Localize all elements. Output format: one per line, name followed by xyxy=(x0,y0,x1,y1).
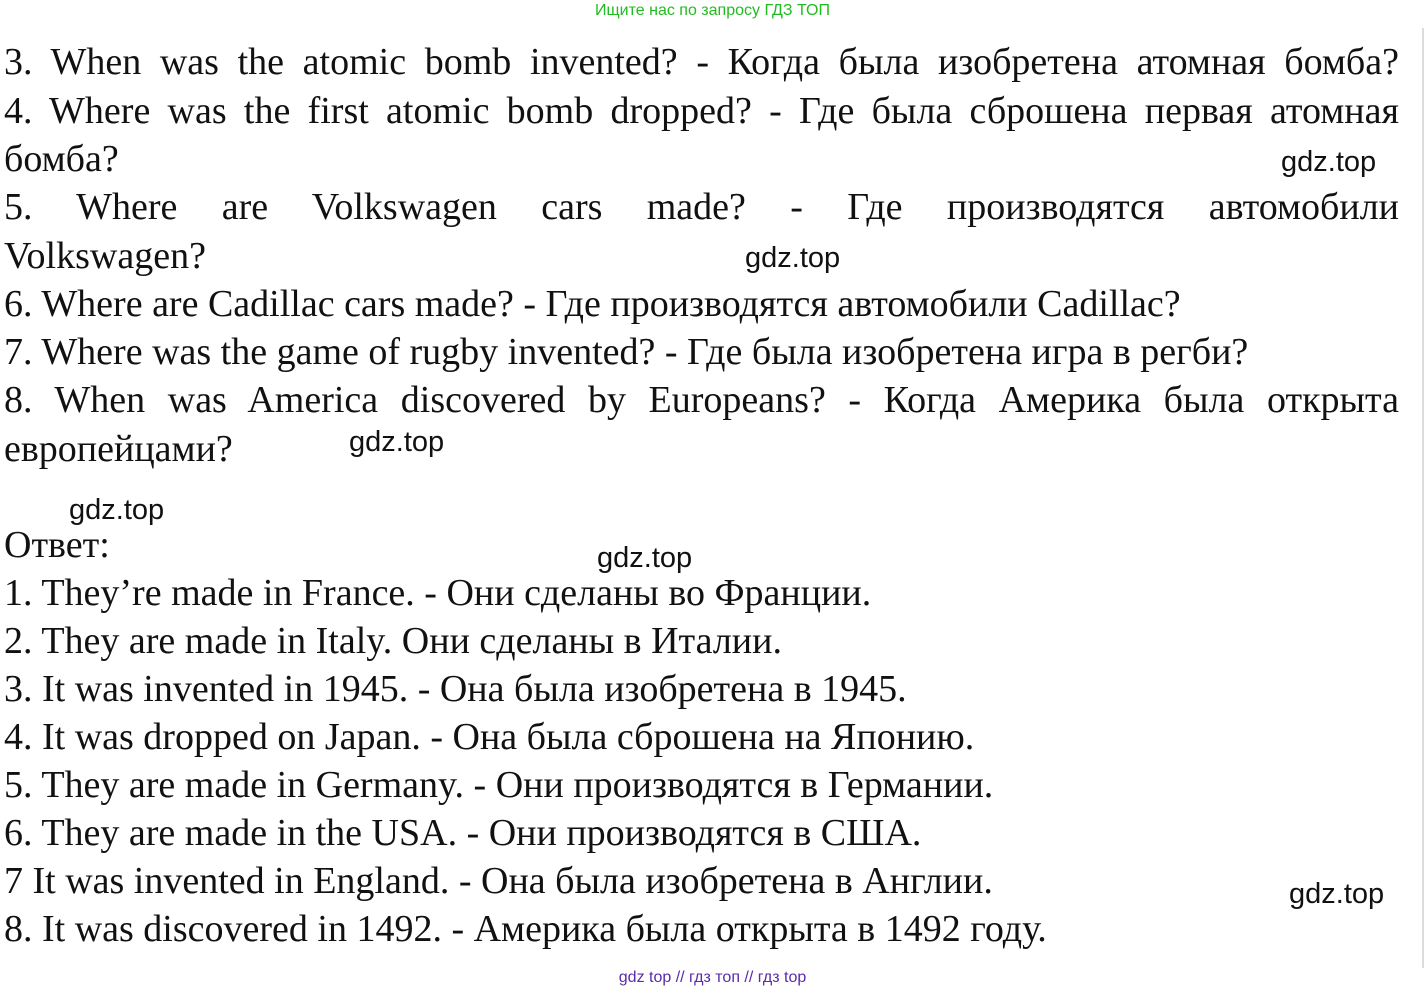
question-5-line-2: Volkswagen? xyxy=(4,235,206,277)
right-edge-divider xyxy=(1422,28,1424,968)
question-8-line-1: 8. When was America discovered by Europeans? - Когда Америка была открыта xyxy=(4,379,1399,421)
answer-8: 8. It was discovered in 1492. - Америка была открыта в 1492 году. xyxy=(4,908,1047,950)
answer-1: 1. They’re made in France. - Они сделаны во Франции. xyxy=(4,572,872,614)
watermark: gdz.top xyxy=(349,426,445,458)
answer-heading: Ответ: xyxy=(4,524,110,566)
question-8-line-2: европейцами? xyxy=(4,428,233,470)
answer-3: 3. It was invented in 1945. - Она была изобретена в 1945. xyxy=(4,668,907,710)
question-5-line-1: 5. Where are Volkswagen cars made? - Где производятся автомобили xyxy=(4,186,1399,228)
question-4-line-1: 4. Where was the first atomic bomb dropped? - Где была сброшена первая атомная xyxy=(4,90,1399,132)
question-3: 3. When was the atomic bomb invented? - Когда была изобретена атомная бомба? xyxy=(4,41,1399,83)
watermark: gdz.top xyxy=(597,542,693,574)
watermark: gdz.top xyxy=(69,494,165,526)
answer-6: 6. They are made in the USA. - Они производятся в США. xyxy=(4,812,922,854)
question-7: 7. Where was the game of rugby invented? - Где была изобретена игра в регби? xyxy=(4,331,1249,373)
question-4-line-2: бомба? xyxy=(4,138,119,180)
watermark: gdz.top xyxy=(1281,146,1377,178)
watermark: gdz.top xyxy=(1289,878,1385,910)
answer-5: 5. They are made in Germany. - Они производятся в Германии. xyxy=(4,764,994,806)
question-6: 6. Where are Cadillac cars made? - Где производятся автомобили Cadillac? xyxy=(4,283,1181,325)
footer-links: gdz top // гдз топ // гдз top xyxy=(618,969,807,986)
answer-2: 2. They are made in Italy. Они сделаны в Италии. xyxy=(4,620,782,662)
top-banner: Ищите нас по запросу ГДЗ ТОП xyxy=(595,2,830,19)
answer-4: 4. It was dropped on Japan. - Она была сброшена на Японию. xyxy=(4,716,975,758)
answer-7: 7 It was invented in England. - Она была изобретена в Англии. xyxy=(4,860,993,902)
watermark: gdz.top xyxy=(745,242,841,274)
